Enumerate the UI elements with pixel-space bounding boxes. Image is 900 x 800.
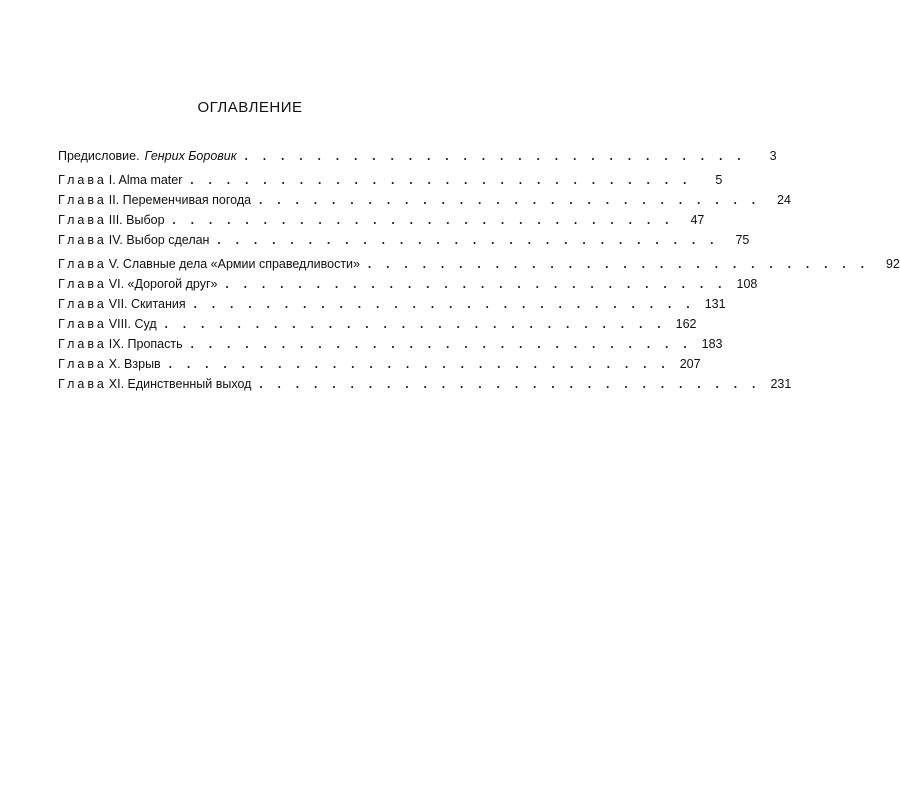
toc-entry-page: 162 <box>675 317 697 331</box>
toc-entry-preface <box>58 146 777 166</box>
toc-entry-page: 47 <box>690 213 705 227</box>
dot-leader: . . . . . . . . . . . . . . . . . . . . . . . . . . . . <box>164 317 667 331</box>
table-of-contents <box>58 146 900 394</box>
dot-leader: . . . . . . . . . . . . . . . . . . . . . . . . . . . . <box>259 377 762 391</box>
toc-entry-chapter <box>58 190 791 210</box>
page-title: ОГЛАВЛЕНИЕ <box>197 99 303 116</box>
toc-entry-title: IV. Выбор сделан <box>108 233 210 247</box>
chapter-prefix: Глава <box>58 337 107 351</box>
toc-entry-title: I. Alma mater <box>108 173 183 187</box>
toc-entry-page: 3 <box>769 149 777 163</box>
dot-leader: . . . . . . . . . . . . . . . . . . . . . . . . . . . . <box>168 357 671 371</box>
toc-entry-chapter <box>58 274 758 294</box>
chapter-prefix: Глава <box>58 213 107 227</box>
toc-entry-title: V. Славные дела «Армии справедливости» <box>108 257 360 271</box>
toc-entry-chapter <box>58 294 726 314</box>
toc-entry-title: II. Переменчивая погода <box>108 193 252 207</box>
toc-entry-chapter <box>58 334 723 354</box>
toc-entry-title: VII. Скитания <box>108 297 186 311</box>
toc-entry-page: 75 <box>735 233 750 247</box>
toc-entry-page: 231 <box>770 377 792 391</box>
toc-entry-page: 207 <box>679 357 701 371</box>
toc-entry-chapter <box>58 254 900 274</box>
toc-entry-title: X. Взрыв <box>108 357 161 371</box>
toc-entry-label: Предисловие. <box>58 149 140 163</box>
toc-entry-chapter <box>58 210 705 230</box>
dot-leader: . . . . . . . . . . . . . . . . . . . . . . . . . . . . <box>190 173 693 187</box>
chapter-prefix: Глава <box>58 173 107 187</box>
toc-entry-title: IX. Пропасть <box>108 337 183 351</box>
chapter-prefix: Глава <box>58 277 107 291</box>
chapter-prefix: Глава <box>58 193 107 207</box>
toc-entry-title: VI. «Дорогой друг» <box>108 277 218 291</box>
toc-entry-title: VIII. Суд <box>108 317 157 331</box>
dot-leader: . . . . . . . . . . . . . . . . . . . . . . . . . . . . <box>172 213 675 227</box>
dot-leader: . . . . . . . . . . . . . . . . . . . . . . . . . . . . <box>259 193 761 207</box>
toc-entry-page: 183 <box>701 337 723 351</box>
chapter-prefix: Глава <box>58 297 107 311</box>
toc-entry-title: III. Выбор <box>108 213 165 227</box>
toc-entry-chapter <box>58 374 792 394</box>
toc-entry-page: 5 <box>715 173 723 187</box>
toc-entry-page: 24 <box>777 193 791 207</box>
toc-entry-chapter <box>58 170 723 190</box>
dot-leader: . . . . . . . . . . . . . . . . . . . . . . . . . . . . <box>217 233 720 247</box>
toc-entry-page: 131 <box>704 297 726 311</box>
dot-leader: . . . . . . . . . . . . . . . . . . . . . . . . . . . . <box>367 257 870 271</box>
toc-entry-page: 108 <box>736 277 758 291</box>
dot-leader: . . . . . . . . . . . . . . . . . . . . . . . . . . . . <box>190 337 693 351</box>
chapter-prefix: Глава <box>58 257 107 271</box>
toc-entry-title: XI. Единственный выход <box>108 377 252 391</box>
dot-leader: . . . . . . . . . . . . . . . . . . . . . . . . . . . . <box>225 277 728 291</box>
chapter-prefix: Глава <box>58 317 107 331</box>
toc-entry-chapter <box>58 354 701 374</box>
toc-entry-chapter <box>58 314 697 334</box>
chapter-prefix: Глава <box>58 357 107 371</box>
dot-leader: . . . . . . . . . . . . . . . . . . . . . . . . . . . . <box>244 149 747 163</box>
chapter-prefix: Глава <box>58 233 107 247</box>
dot-leader: . . . . . . . . . . . . . . . . . . . . . . . . . . . . <box>193 297 696 311</box>
toc-entry-chapter <box>58 230 750 250</box>
chapter-prefix: Глава <box>58 377 107 391</box>
toc-entry-author: Генрих Боровик <box>144 149 237 163</box>
toc-entry-page: 92 <box>885 257 900 271</box>
